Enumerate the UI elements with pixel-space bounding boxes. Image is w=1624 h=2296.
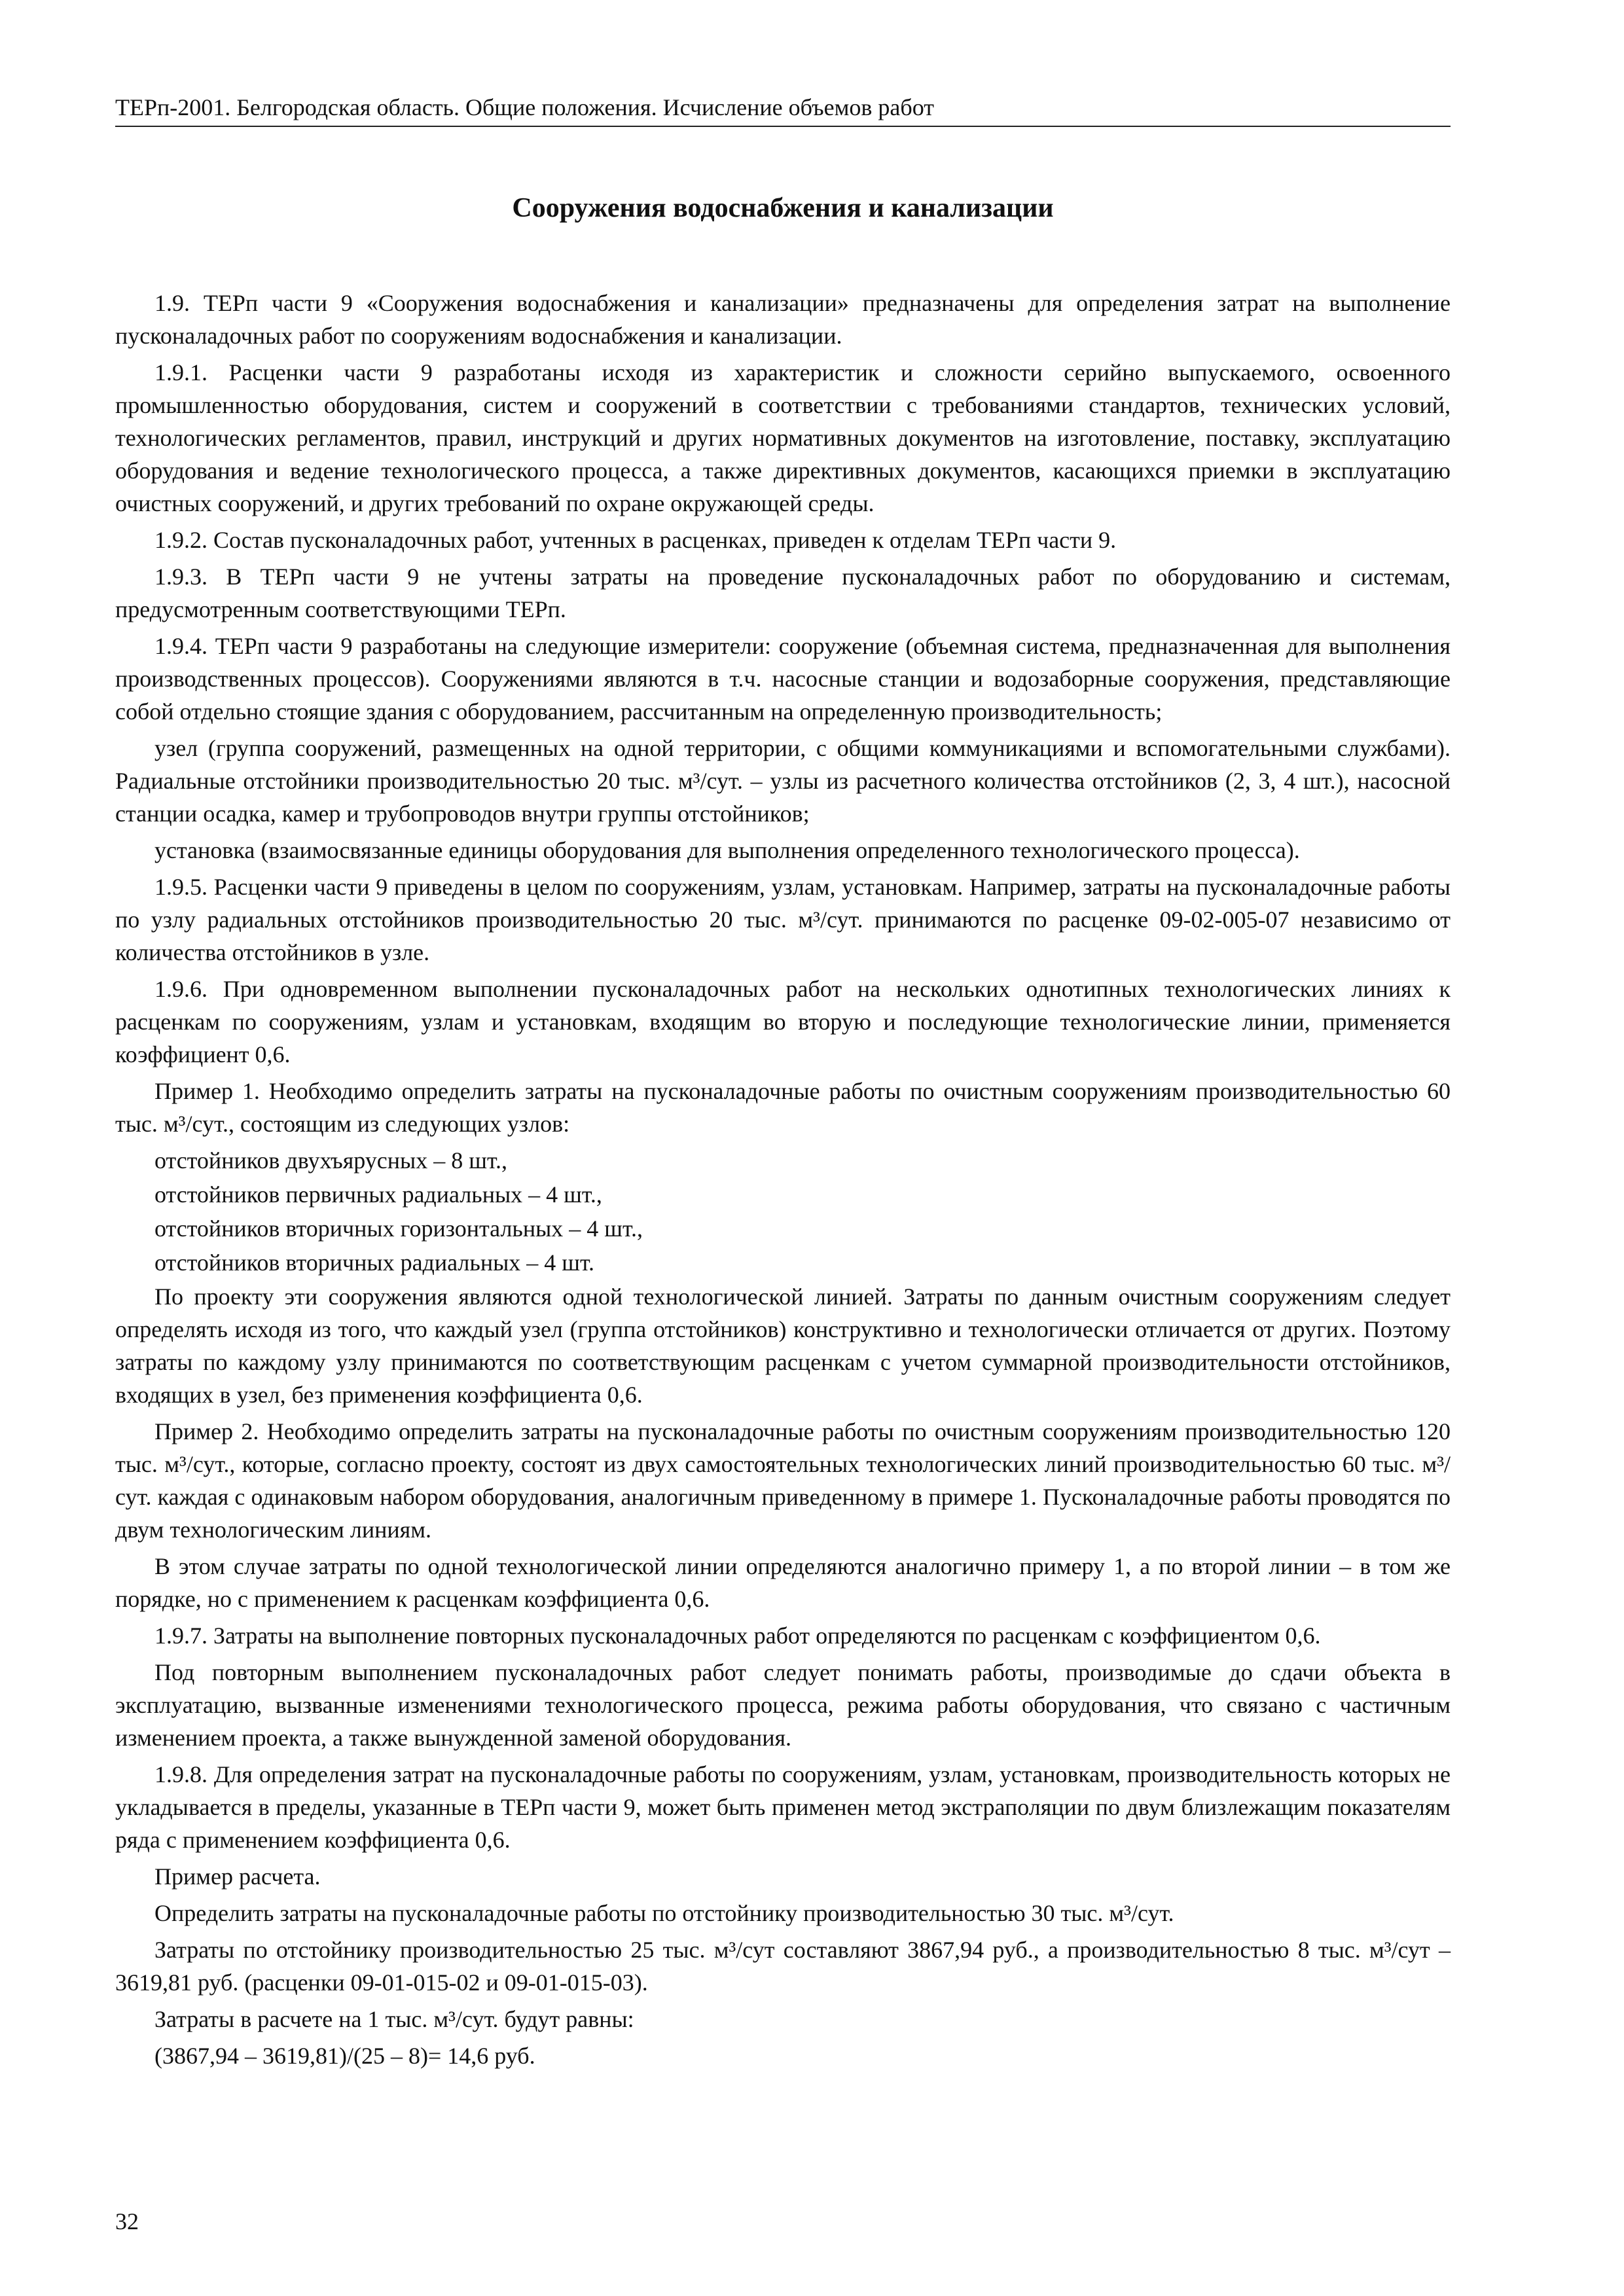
paragraph: 1.9.4. ТЕРп части 9 разработаны на следующие измерители: сооружение (объемная система, предназначенная для выполнения производственных процессов). Сооружениями являются в т.ч. насосные станции и водозаборные сооружения, представляющие собой отдельно стоящие здания с оборудованием, рассчитанным на определенную производительность; <box>115 633 1451 725</box>
paragraph: Затраты по отстойнику производительностью 25 тыс. м³/сут составляют 3867,94 руб., а производительностью 8 тыс. м³/сут – 3619,81 руб. (расценки 09-01-015-02 и 09-01-015-03). <box>115 1937 1451 1996</box>
page-number: 32 <box>115 2208 139 2234</box>
paragraph: 1.9.3. В ТЕРп части 9 не учтены затраты на проведение пусконаладочных работ по оборудованию и системам, предусмотренным соответствующими ТЕРп. <box>115 564 1451 622</box>
section-title: Сооружения водоснабжения и канализации <box>512 193 1054 223</box>
paragraph: Затраты в расчете на 1 тыс. м³/сут. будут равны: <box>154 2006 634 2032</box>
paragraph: (3867,94 – 3619,81)/(25 – 8)= 14,6 руб. <box>154 2043 535 2069</box>
paragraph: Пример 1. Необходимо определить затраты на пусконаладочные работы по очистным сооружениям производительностью 60 тыс. м³/сут., состоящим из следующих узлов: <box>115 1078 1451 1137</box>
paragraph: 1.9.5. Расценки части 9 приведены в целом по сооружениям, узлам, установкам. Например, затраты на пусконаладочные работы по узлу радиальных отстойников производительностью 20 тыс. м³/сут. принимаются по расценке 09-02-005-07 независимо от количества отстойников в узле. <box>115 874 1451 965</box>
paragraph: 1.9.1. Расценки части 9 разработаны исходя из характеристик и сложности серийно выпускаемого, освоенного промышленностью оборудования, систем и сооружений в соответствии с требованиями стандартов, технических условий, технологических регламентов, правил, инструкций и других нормативных документов на изготовление, поставку, эксплуатацию оборудования и ведение технологического процесса, а также директивных документов, касающихся приемки в эксплуатацию очистных сооружений, и других требований по охране окружающей среды. <box>115 359 1451 516</box>
paragraph: узел (группа сооружений, размещенных на одной территории, с общими коммуникациями и вспомогательными службами). Радиальные отстойники производительностью 20 тыс. м³/сут. – узлы из расчетного количества отстойников (2, 3, 4 шт.), насосной станции осадка, камер и трубопроводов внутри группы отстойников; <box>115 735 1451 827</box>
paragraph: 1.9.2. Состав пусконаладочных работ, учтенных в расценках, приведен к отделам ТЕРп части 9. <box>154 527 1117 553</box>
document-body <box>115 287 1451 2076</box>
list-item: отстойников первичных радиальных – 4 шт., <box>154 1181 602 1208</box>
paragraph: Под повторным выполнением пусконаладочных работ следует понимать работы, производимые до сдачи объекта в эксплуатацию, вызванные изменениями технологического процесса, режима работы оборудования, что связано с частичным изменением проекта, а также вынужденной заменой оборудования. <box>115 1659 1451 1751</box>
list-item: отстойников вторичных радиальных – 4 шт. <box>154 1249 595 1276</box>
paragraph: По проекту эти сооружения являются одной технологической линией. Затраты по данным очистным сооружениям следует определять исходя из того, что каждый узел (группа отстойников) конструктивно и технологически отличается от других. Поэтому затраты по каждому узлу принимаются по соответствующим расценкам с учетом суммарной производительности отстойников, входящих в узел, без применения коэффициента 0,6. <box>115 1283 1451 1408</box>
paragraph: 1.9.7. Затраты на выполнение повторных пусконаладочных работ определяются по расценкам с коэффициентом 0,6. <box>154 1623 1321 1649</box>
paragraph: Определить затраты на пусконаладочные работы по отстойнику производительностью 30 тыс. м³/сут. <box>154 1900 1174 1926</box>
paragraph: установка (взаимосвязанные единицы оборудования для выполнения определенного технологического процесса). <box>154 837 1300 863</box>
paragraph: Пример расчета. <box>154 1863 321 1890</box>
paragraph: 1.9.6. При одновременном выполнении пусконаладочных работ на нескольких однотипных технологических линиях к расценкам по сооружениям, узлам и установкам, входящим во вторую и последующие технологические линии, применяется коэффициент 0,6. <box>115 976 1451 1067</box>
paragraph: Пример 2. Необходимо определить затраты на пусконаладочные работы по очистным сооружениям производительностью 120 тыс. м³/сут., которые, согласно проекту, состоят из двух самостоятельных технологических линий производительностью 60 тыс. м³/сут. каждая с одинаковым набором оборудования, аналогичным приведенному в примере 1. Пусконаладочные работы проводятся по двум технологическим линиям. <box>115 1418 1451 1543</box>
list-item: отстойников двухъярусных – 8 шт., <box>154 1147 507 1174</box>
paragraph: 1.9.8. Для определения затрат на пусконаладочные работы по сооружениям, узлам, установкам, производительность которых не укладывается в пределы, указанные в ТЕРп части 9, может быть применен метод экстраполяции по двум близлежащим показателям ряда с применением коэффициента 0,6. <box>115 1761 1451 1853</box>
paragraph: В этом случае затраты по одной технологической линии определяются аналогично примеру 1, а по второй линии – в том же порядке, но с применением к расценкам коэффициента 0,6. <box>115 1553 1451 1612</box>
list-item: отстойников вторичных горизонтальных – 4 шт., <box>154 1215 643 1242</box>
running-header: ТЕРп-2001. Белгородская область. Общие положения. Исчисление объемов работ <box>115 93 1451 127</box>
paragraph: 1.9. ТЕРп части 9 «Сооружения водоснабжения и канализации» предназначены для определения затрат на выполнение пусконаладочных работ по сооружениям водоснабжения и канализации. <box>115 290 1451 349</box>
